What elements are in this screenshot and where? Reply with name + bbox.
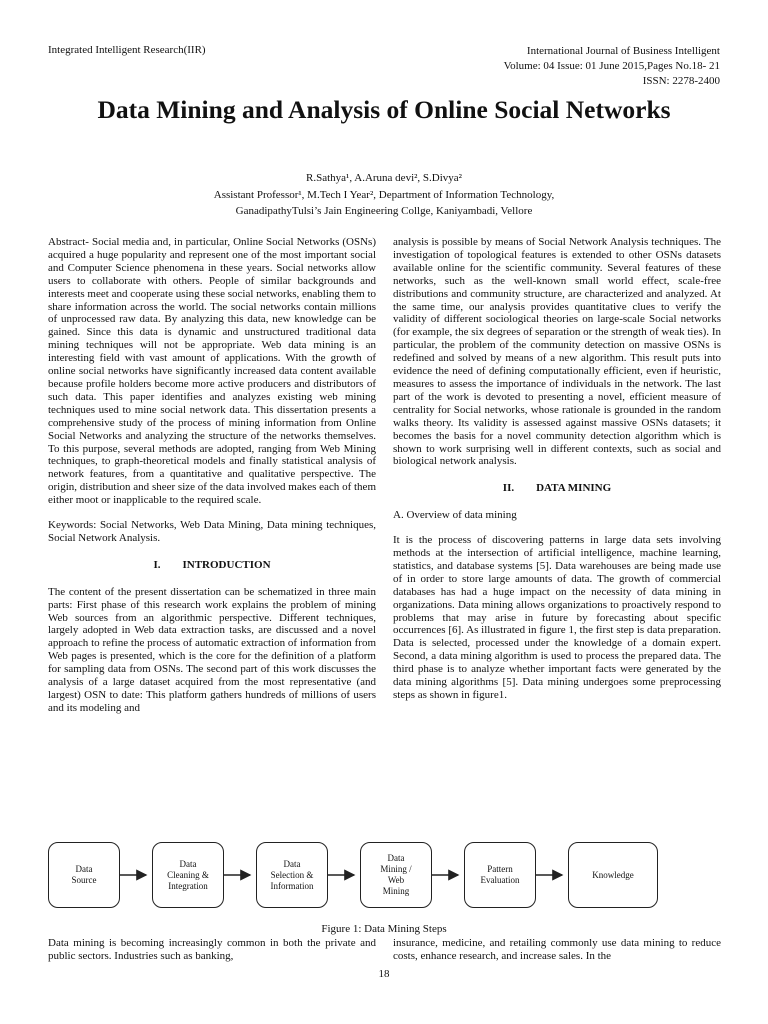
bottom-left-text: Data mining is becoming increasingly common in both the private and public sectors. Industries such as banking, — [48, 937, 376, 962]
section-heading-introduction — [48, 559, 376, 572]
section-title: DATA MINING — [536, 482, 612, 495]
step-pattern-evaluation — [464, 842, 536, 908]
author-roles: Assistant Professor¹, M.Tech I Year², Department of Information Technology, — [213, 188, 555, 201]
journal-source: Integrated Intelligent Research(IIR) — [48, 44, 206, 56]
keywords: Keywords: Social Networks, Web Data Mining, Data mining techniques, Social Network Analysis. — [48, 519, 376, 544]
journal-info — [504, 44, 720, 89]
step-knowledge — [568, 842, 658, 908]
step-label: Data Mining / Web Mining — [380, 853, 412, 896]
section-number: II. — [502, 482, 515, 495]
paper-title: Data Mining and Analysis of Online Social Networks — [97, 95, 671, 124]
step-label: Data Cleaning & Integration — [167, 858, 209, 891]
right-column — [393, 236, 721, 702]
step-label: Knowledge — [592, 869, 634, 880]
journal-name: International Journal of Business Intelligent — [526, 45, 720, 57]
section-heading-data-mining — [393, 482, 721, 495]
step-data-selection — [256, 842, 328, 908]
step-data-cleaning — [152, 842, 224, 908]
page-number: 18 — [378, 968, 390, 980]
step-data-mining — [360, 842, 432, 908]
step-data-source — [48, 842, 120, 908]
subsection-heading: A. Overview of data mining — [393, 509, 517, 522]
author-names: R.Sathya¹, A.Aruna devi², S.Divya² — [306, 172, 462, 184]
author-affiliation: GanadipathyTulsi’s Jain Engineering Collge, Kaniyambadi, Vellore — [235, 205, 533, 217]
figure-caption: Figure 1: Data Mining Steps — [321, 923, 447, 935]
step-label: Data Source — [71, 864, 97, 885]
data-mining-steps-diagram — [48, 836, 720, 918]
intro-continuation: analysis is possible by means of Social Network Analysis techniques. The investigation of topological features is extended to other OSNs datasets available online for the scientific community. Several features of these networks, such as the well-known small world effect, scale-free distributions and community structure, are characterized and analyzed. At the same time, our analysis provides quantitative clues to verify the validity of different sociological theories on large-scale Social networks (for example, the six degrees of separation or the strength of weak ties). In particular, the problem of the community detection on massive OSNs is redefined and solved by means of a new algorithm. This result puts into evidence the need of defining computationally efficient, even if heuristic, measures to assess the importance of individuals in the network. The last part of the work is devoted to presenting a novel, efficient measure of centrality for Social networks, whose rationale is grounded in the random walks theory. Its validity is assessed against massive OSNs datasets; it becomes the basis for a novel community detection algorithm which is shown to work surprising well in different contexts, such as social and biological network analysis. — [393, 236, 721, 468]
step-label: Pattern Evaluation — [480, 864, 520, 885]
section-number: I. — [153, 558, 161, 571]
author-block — [60, 170, 708, 220]
overview-paragraph: It is the process of discovering patterns in large data sets involving methods at the intersection of artificial intelligence, machine learning, statistics, and database systems [5]. Data warehouses are being made use of in order to store large amounts of data. The growth of commercial databases has had a huge impact on the necessity of data mining in organizations. Data mining allows organizations to proactively respond to problems that may arise in future by forecasting about specific occurrences [6]. As illustrated in figure 1, the first step is data preparation. Data is selected, processed under the knowledge of a domain expert. Second, a data mining algorithm is used to process the prepared data. The third phase is to analyze whether important facts were generated by the data mining algorithms [5]. Data mining undergoes some preprocessing steps as shown in figure1. — [393, 534, 721, 701]
step-label: Data Selection & Information — [270, 858, 314, 891]
left-column — [48, 236, 376, 715]
introduction-paragraph: The content of the present dissertation can be schematized in three main parts: First phase of this research work explains the problem of mining Web sources from an algorithmic perspective. Different techniques, largely adopted in Web data extraction tasks, are discussed and a novel approach to refine the process of automatic extraction of information from Web pages is presented, which is the core for the definition of a platform for sampling data from OSNs. The second part of this work discusses the analysis of a large dataset acquired from the most representative (and largest) OSN to date: This platform gathers hundreds of millions of users and its modeling and — [48, 585, 376, 714]
bottom-right-text: insurance, medicine, and retailing commonly use data mining to reduce costs, enhance research, and increase sales. In the — [393, 937, 721, 962]
journal-volume: Volume: 04 Issue: 01 June 2015,Pages No.18- 21 — [503, 60, 720, 72]
section-title: INTRODUCTION — [182, 558, 271, 571]
abstract: Abstract- Social media and, in particular, Online Social Networks (OSNs) acquired a huge popularity and represent one of the most important social and Computer Science phenomena in these years. Social networks allow users to collaborate with others. People of similar backgrounds and interests meet and cooperate using these social networks, enabling them to share information across the world. The social networks contain millions of unprocessed raw data. By analyzing this data, new knowledge can be gained. Since this data is dynamic and unstructured traditional data mining techniques will not be appropriate. Web data mining is an interesting field with vast amount of applications. With the growth of online social networks have significantly increased data content available because profile holders become more active producers and distributors of such data. This paper identifies and analyzes existing web mining techniques used to mine social network data. This dissertation presents a comprehensive study of the process of mining information from Online Social Networks and analyzing the structure of the networks themselves. To this purpose, several methods are adopted, ranging from Web Mining techniques, to graph-theoretical models and finally statistical analysis of network features, from a quantitative and qualitative perspective. The origin, distribution and sheer size of the data involved makes each of them either moot or inapplicable to the required scale. — [48, 236, 376, 507]
journal-issn: ISSN: 2278-2400 — [642, 75, 720, 87]
